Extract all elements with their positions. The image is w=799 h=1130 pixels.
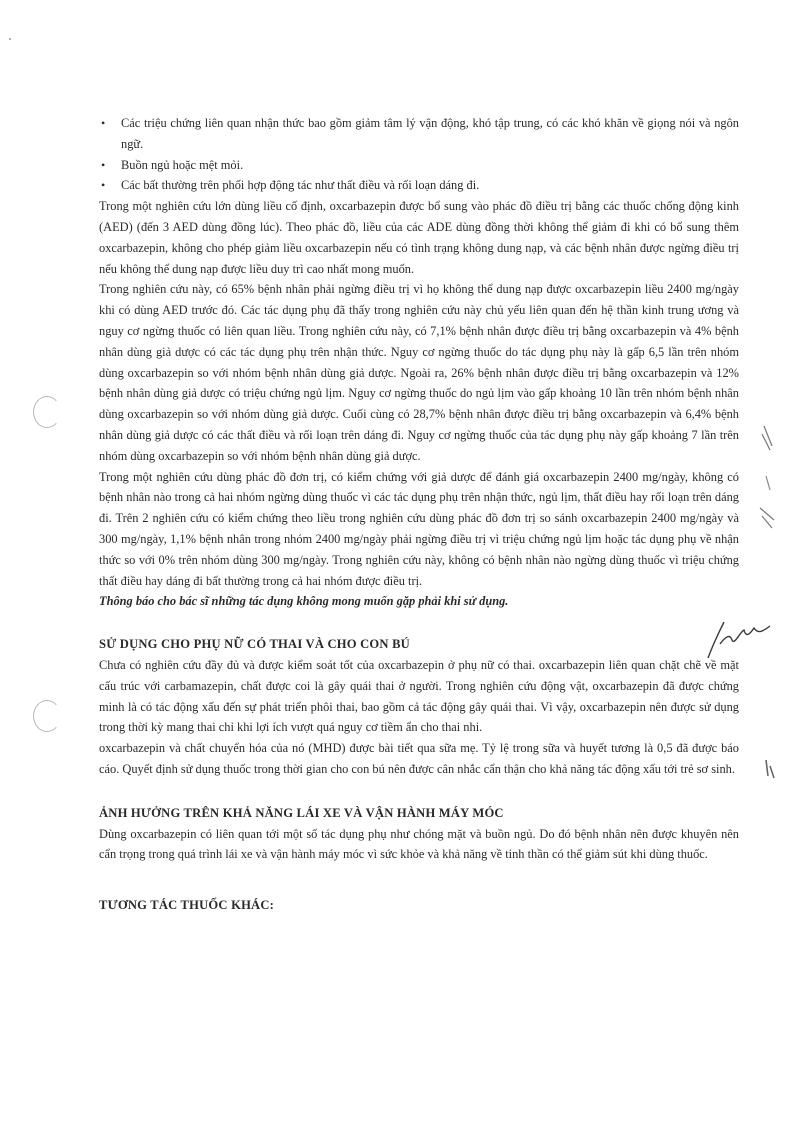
section-heading-driving: ẢNH HƯỞNG TRÊN KHẢ NĂNG LÁI XE VÀ VẬN HÀNH MÁY MÓC <box>99 805 504 820</box>
paragraph-breastfeeding: oxcarbazepin và chất chuyển hóa của nó (MHD) được bài tiết qua sữa mẹ. Tỷ lệ trong sữa và huyết tương là 0,5 đã được báo cáo. Quyết định sử dụng thuốc trong thời gian cho con bú nên được cân nhắc cẩn thận cho khả năng tác động xấu tới trẻ sơ sinh. <box>99 741 739 776</box>
scan-speck <box>9 38 11 40</box>
symptom-list <box>99 113 739 196</box>
paragraph-pregnancy: Chưa có nghiên cứu đầy đủ và được kiểm soát tốt của oxcarbazepin ở phụ nữ có thai. oxcarbazepin liên quan chặt chẽ về mặt cấu trúc với carbamazepin, chất được coi là gây quái thai ở người. Trong nghiên cứu động vật, oxcarbazepin đã được chứng minh là có tác động xấu đến sự phát triển phôi thai, bao gồm cả tác động gây quái thai. Vì vậy, oxcarbazepin nên được sử dụng trong thời kỳ mang thai chỉ khi lợi ích vượt quá nguy cơ tiềm ẩn cho thai nhi. <box>99 657 739 735</box>
punch-hole-bottom <box>33 700 61 732</box>
list-item: • Các bất thường trên phối hợp động tác như thất điều và rối loạn dáng đi. <box>99 175 739 196</box>
paragraph-fixed-dose-study: Trong một nghiên cứu lớn dùng liều cố định, oxcarbazepin được bổ sung vào phác đồ điều trị bằng các thuốc chống động kinh (AED) (đến 3 AED dùng đồng lúc). Theo phác đồ, liều của các ADE dùng đồng thời không thể giảm đi khi có bổ sung thêm oxcarbazepin, không cho phép giảm liều oxcarbazepin nếu có tình trạng không dung nạp, và các bệnh nhân được ngừng điều trị nếu không thể dung nạp được liều duy trì cao nhất mong muốn. <box>99 199 739 276</box>
paragraph-discontinuation: Trong nghiên cứu này, có 65% bệnh nhân phải ngừng điều trị vì họ không thể dung nạp được oxcarbazepin liều 2400 mg/ngày khi có dùng AED trước đó. Các tác dụng phụ đã thấy trong nghiên cứu này chủ yếu liên quan đến hệ thần kinh trung ương và nguy cơ ngừng thuốc có liên quan liều. Trong nghiên cứu này, có 7,1% bệnh nhân được điều trị bằng oxcarbazepin và 4% bệnh nhân dùng giả dược có các tác dụng phụ trên nhận thức. Nguy cơ ngừng thuốc do tác dụng phụ này là gấp 6,5 lần trên nhóm dùng oxcarbazepin so với nhóm bệnh nhân dùng giả dược. Ngoài ra, 26% bệnh nhân được điều trị bằng oxcarbazepin và 12% bệnh nhân dùng giả dược có triệu chứng ngủ lịm. Nguy cơ ngừng thuốc do ngủ lịm vào gấp khoảng 10 lần trên nhóm bệnh nhân dùng oxcarbazepin so với nhóm dùng giả dược. Cuối cùng có 28,7% bệnh nhân được điều trị bằng oxcarbazepin và 6,4% bệnh nhân dùng giả dược có các thất điều và rối loạn trên dáng đi. Nguy cơ ngừng thuốc của tác dụng phụ này gấp khoảng 7 lần trên nhóm dùng oxcarbazepin so với nhóm bệnh nhân dùng giả dược. <box>99 282 739 463</box>
section-heading-pregnancy: SỬ DỤNG CHO PHỤ NỮ CÓ THAI VÀ CHO CON BÚ <box>99 637 410 652</box>
stamp-fragment <box>752 420 782 800</box>
list-item: • Buồn ngủ hoặc mệt mỏi. <box>99 155 739 176</box>
document-body <box>99 113 739 916</box>
paragraph-monotherapy-study: Trong một nghiên cứu dùng phác đồ đơn trị, có kiểm chứng với giả dược để đánh giá oxcarbazepin 2400 mg/ngày, không có bệnh nhân nào trong cả hai nhóm ngừng dùng thuốc vì các tác dụng phụ trên nhận thức, ngủ lịm, thất điều hay rối loạn trên dáng đi. Trên 2 nghiên cứu có kiểm chứng theo liều trong nghiên cứu dùng phác đồ đơn trị so sánh oxcarbazepin 2400 mg/ngày và 300 mg/ngày, 1,1% bệnh nhân trong nhóm 2400 mg/ngày phải ngừng điều trị vì triệu chứng ngủ lịm hoặc tác dụng phụ về nhận thức so với 0% trên nhóm dùng 300 mg/ngày. Trong nghiên cứu này, không có bệnh nhân nào ngừng dùng thuốc vì triệu chứng thất điều hay dáng đi bất thường trong cả hai nhóm được điều trị. <box>99 469 739 588</box>
paragraph-driving: Dùng oxcarbazepin có liên quan tới một số tác dụng phụ như chóng mặt và buồn ngủ. Do đó bệnh nhân nên được khuyên nên cẩn trọng trong quá trình lái xe và vận hành máy móc vì sức khỏe và khả năng về tinh thần có thể giảm sút khi dùng thuốc. <box>99 826 739 862</box>
list-item: • Các triệu chứng liên quan nhận thức bao gồm giảm tâm lý vận động, khó tập trung, có các khó khăn về giọng nói và ngôn ngữ. <box>99 113 739 155</box>
section-heading-interactions: TƯƠNG TÁC THUỐC KHÁC: <box>99 898 275 913</box>
adverse-effect-notice: Thông báo cho bác sĩ những tác dụng không mong muốn gặp phải khi sử dụng. <box>99 594 509 609</box>
punch-hole-top <box>33 396 61 428</box>
